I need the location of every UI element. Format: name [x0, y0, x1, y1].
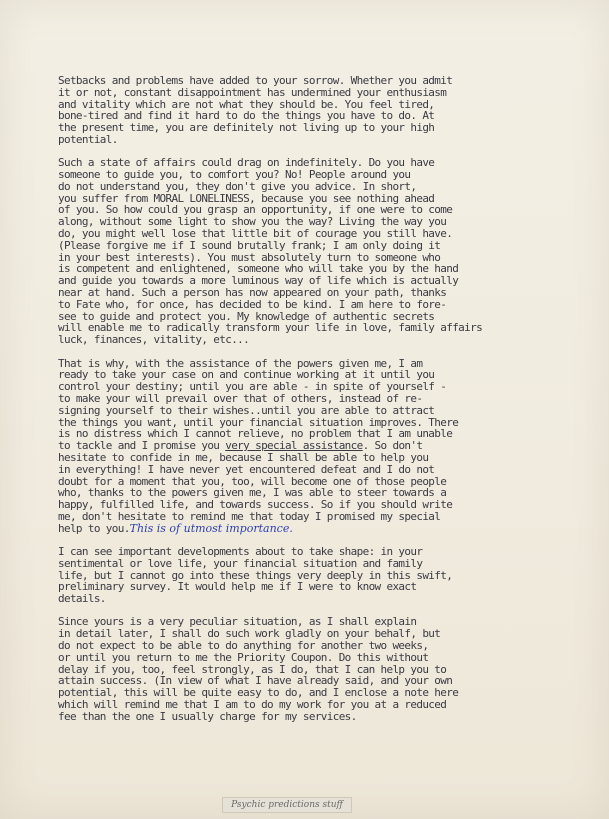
archive-label: Psychic predictions stuff: [222, 797, 352, 813]
paragraph-2: [58, 157, 578, 346]
text-line: fee than the one I usually charge for my services.: [58, 709, 357, 723]
text-line: happy, fulfilled life, and towards success. So if you should write: [58, 498, 453, 512]
text-line: preliminary survey. It would help me if I were to know exact: [58, 580, 417, 594]
paragraph-5: [58, 616, 578, 722]
text-line: That is why, with the assistance of the powers given me, I am: [58, 356, 423, 370]
text-line: control your destiny; until you are able - in spite of yourself -: [58, 380, 447, 394]
text-line: me, don't hesitate to remind me that today I promised my special: [58, 509, 441, 523]
text-line: near at hand. Such a person has now appeared on your path, thanks: [58, 286, 447, 300]
text-line: bone-tired and find it hard to do the things you have to do. At: [58, 109, 435, 123]
text-line: to Fate who, for once, has decided to be kind. I am here to fore-: [58, 297, 447, 311]
text-line: in detail later, I shall do such work gladly on your behalf, but: [58, 627, 441, 641]
text-line: attain success. (In view of what I have already said, and your own: [58, 674, 453, 688]
text-line: [58, 523, 578, 535]
text-line: who, thanks to the powers given me, I was able to steer towards a: [58, 486, 447, 500]
text-line: hesitate to confide in me, because I shall be able to help you: [58, 450, 429, 464]
text-line: do not expect to be able to do anything for another two weeks,: [58, 639, 429, 653]
text-line: delay if you, too, feel strongly, as I do, that I can help you to: [58, 662, 447, 676]
text-line: Since yours is a very peculiar situation, as I shall explain: [58, 615, 417, 629]
text-line: of you. So how could you grasp an opportunity, if one were to come: [58, 203, 453, 217]
text-line: details.: [58, 592, 106, 606]
text-line: signing yourself to their wishes..until you are able to attract: [58, 403, 435, 417]
text-line: the present time, you are definitely not living up to your high: [58, 121, 435, 135]
paragraph-1: [58, 75, 578, 146]
text-line: ready to take your case on and continue working at it until you: [58, 368, 435, 382]
text-line: along, without some light to show you the way? Living the way you: [58, 215, 447, 229]
text-line: do, you might well lose that little bit of courage you still have.: [58, 227, 453, 241]
text-line: or until you return to me the Priority Coupon. Do this without: [58, 650, 429, 664]
text-line: potential.: [58, 132, 118, 146]
text-line: to tackle and I promise you very special assistance. So don't: [58, 439, 423, 453]
text-line: the things you want, until your financial situation improves. There: [58, 415, 459, 429]
text-line: to make your will prevail over that of others, instead of re-: [58, 391, 423, 405]
text-line: see to guide and protect you. My knowledge of authentic secrets: [58, 309, 435, 323]
text-line: and guide you towards a more luminous way of life which is actually: [58, 274, 459, 288]
handwritten-note: This is of utmost importance.: [129, 521, 293, 535]
text-line: and vitality which are not what they should be. You feel tired,: [58, 97, 435, 111]
text-line: in everything! I have never yet encountered defeat and I do not: [58, 462, 435, 476]
text-line: potential, this will be quite easy to do, and I enclose a note here: [58, 686, 459, 700]
underlined-phrase: very special assistance: [225, 439, 363, 453]
text-line: it or not, constant disappointment has undermined your enthusiasm: [58, 85, 447, 99]
text-line: (Please forgive me if I sound brutally frank; I am only doing it: [58, 238, 441, 252]
text-line: you suffer from MORAL LONELINESS, because you see nothing ahead: [58, 191, 435, 205]
text-line: will enable me to radically transform your life in love, family affairs: [58, 321, 483, 335]
text-line: life, but I cannot go into these things very deeply in this swift,: [58, 568, 453, 582]
paragraph-4: [58, 546, 578, 605]
text-line: Such a state of affairs could drag on indefinitely. Do you have: [58, 156, 435, 170]
text-line: I can see important developments about to take shape: in your: [58, 544, 423, 558]
text-line: someone to guide you, to comfort you? No! People around you: [58, 168, 411, 182]
text-line: is no distress which I cannot relieve, no problem that I am unable: [58, 427, 453, 441]
text-line: do not understand you, they don't give you advice. In short,: [58, 179, 417, 193]
letter-body: [58, 75, 578, 734]
paragraph-3: [58, 358, 578, 535]
text-line: is competent and enlightened, someone who will take you by the hand: [58, 262, 459, 276]
text-line: Setbacks and problems have added to your sorrow. Whether you admit: [58, 74, 453, 87]
text-line: in your best interests). You must absolutely turn to someone who: [58, 250, 441, 264]
text-line: which will remind me that I am to do my work for you at a reduced: [58, 698, 447, 712]
text-line-part: help to you.: [58, 521, 130, 535]
text-line: doubt for a moment that you, too, will become one of those people: [58, 474, 447, 488]
text-line: luck, finances, vitality, etc...: [58, 333, 250, 347]
text-line: sentimental or love life, your financial situation and family: [58, 556, 423, 570]
